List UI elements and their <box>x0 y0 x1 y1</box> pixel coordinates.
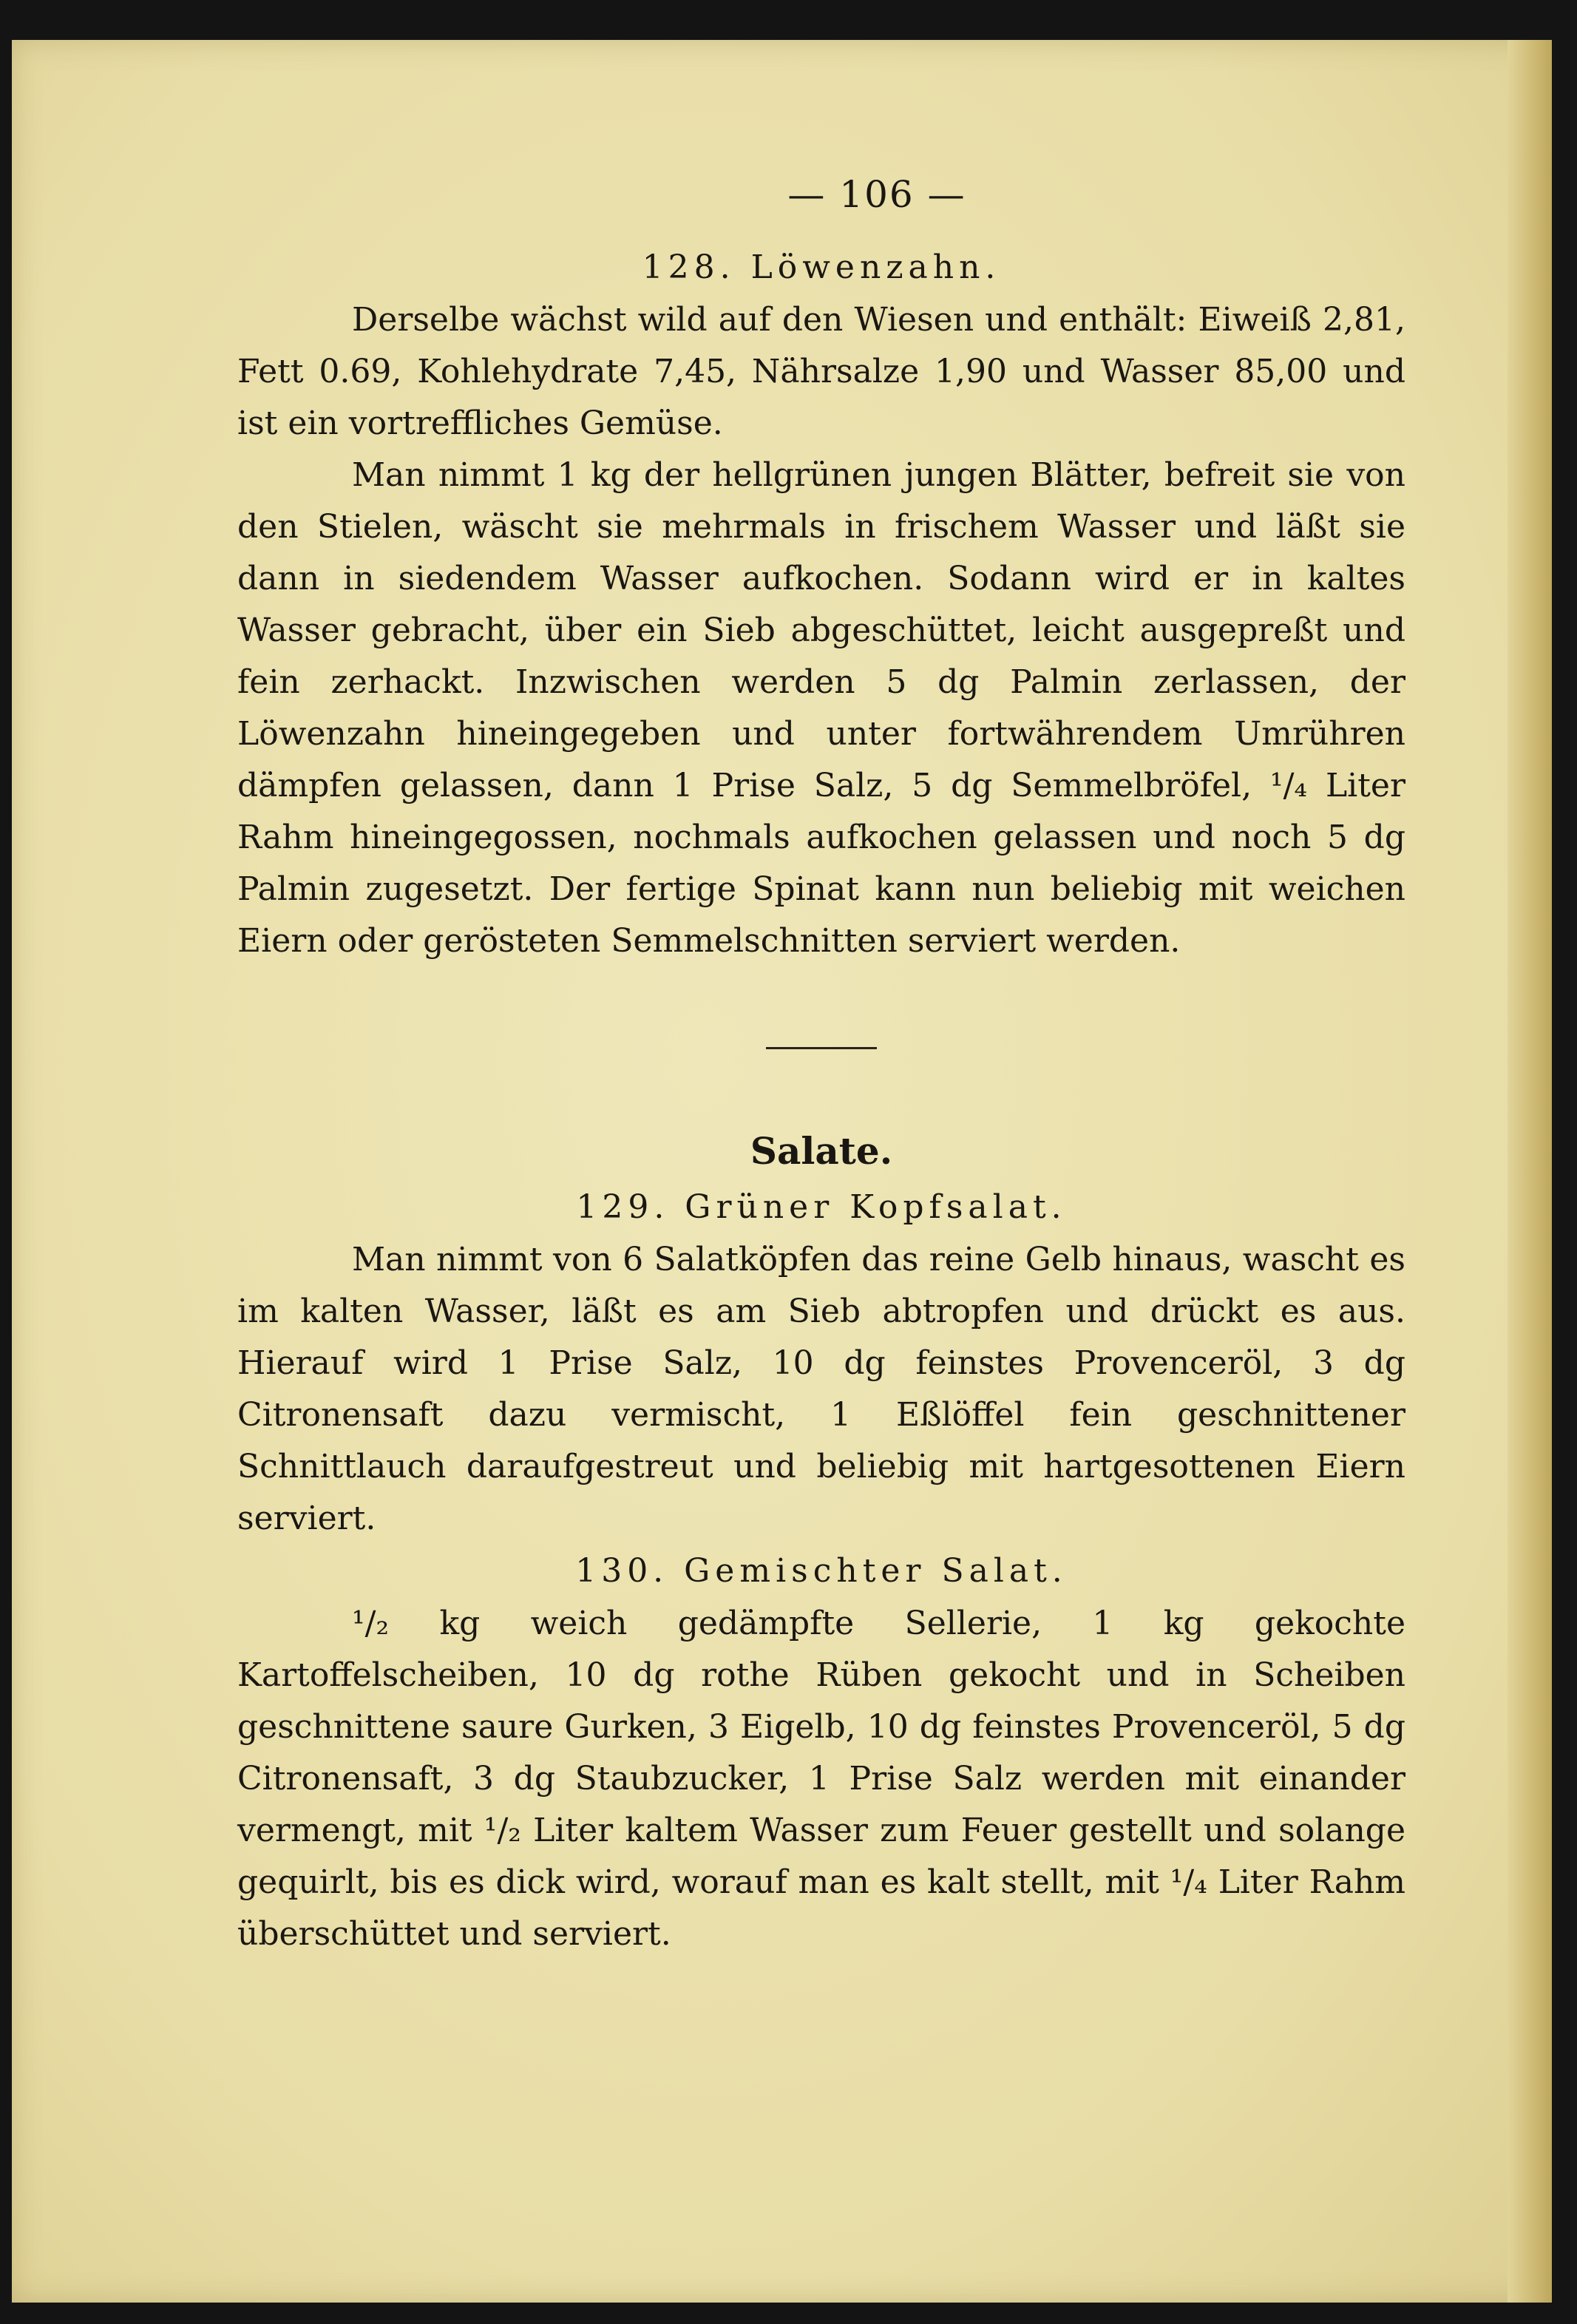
recipe-title: 128. Löwenzahn. <box>642 248 1001 286</box>
recipe-paragraph: Derselbe wächst wild auf den Wiesen und enthält: Eiweiß 2,81, Fett 0.69, Kohlehydrate 7,45, Nährsalze 1,90 und Wasser 85,00 und ist ein vortreffliches Gemüse. <box>237 301 1405 442</box>
recipe-130 <box>237 1545 1405 1960</box>
section-divider <box>766 1047 877 1049</box>
recipe-title: 129. Grüner Kopfsalat. <box>576 1188 1067 1226</box>
recipe-129 <box>237 1181 1405 1545</box>
recipe-128 <box>237 241 1405 967</box>
section-title: Salate. <box>750 1129 893 1173</box>
book-spine-shadow <box>1508 40 1552 2303</box>
book-page <box>12 40 1552 2303</box>
page-number: — 106 — <box>787 173 966 216</box>
recipe-title: 130. Gemischter Salat. <box>575 1552 1068 1590</box>
recipe-paragraph: Man nimmt 1 kg der hellgrünen jungen Blätter, befreit sie von den Stielen, wäscht sie mehrmals in frischem Wasser und läßt sie dann in siedendem Wasser aufkochen. Sodann wird er in kaltes Wasser gebracht, über ein Sieb abgeschüttet, leicht ausgepreßt und fein zerhackt. Inzwischen werden 5 dg Palmin zerlassen, der Löwenzahn hineingegeben und unter fortwährendem Umrühren dämpfen gelassen, dann 1 Prise Salz, 5 dg Semmelbröfel, ¹/₄ Liter Rahm hineingegossen, nochmals aufkochen gelassen und noch 5 dg Palmin zugesetzt. Der fertige Spinat kann nun beliebig mit weichen Eiern oder gerösteten Semmelschnitten serviert werden. <box>237 456 1405 960</box>
recipe-paragraph: Man nimmt von 6 Salatköpfen das reine Gelb hinaus, wascht es im kalten Wasser, läßt es am Sieb abtropfen und drückt es aus. Hierauf wird 1 Prise Salz, 10 dg feinstes Provenceröl, 3 dg Citronensaft dazu vermischt, 1 Eßlöffel fein geschnittener Schnittlauch daraufgestreut und beliebig mit hartgesottenen Eiern serviert. <box>237 1241 1405 1537</box>
recipe-paragraph: ¹/₂ kg weich gedämpfte Sellerie, 1 kg gekochte Kartoffelscheiben, 10 dg rothe Rüben gekocht und in Scheiben geschnittene saure Gurken, 3 Eigelb, 10 dg feinstes Provenceröl, 5 dg Citronensaft, 3 dg Staubzucker, 1 Prise Salz werden mit einander vermengt, mit ¹/₂ Liter kaltem Wasser zum Feuer gestellt und solange gequirlt, bis es dick wird, worauf man es kalt stellt, mit ¹/₄ Liter Rahm überschüttet und serviert. <box>237 1605 1405 1953</box>
page-content <box>237 173 1405 1960</box>
